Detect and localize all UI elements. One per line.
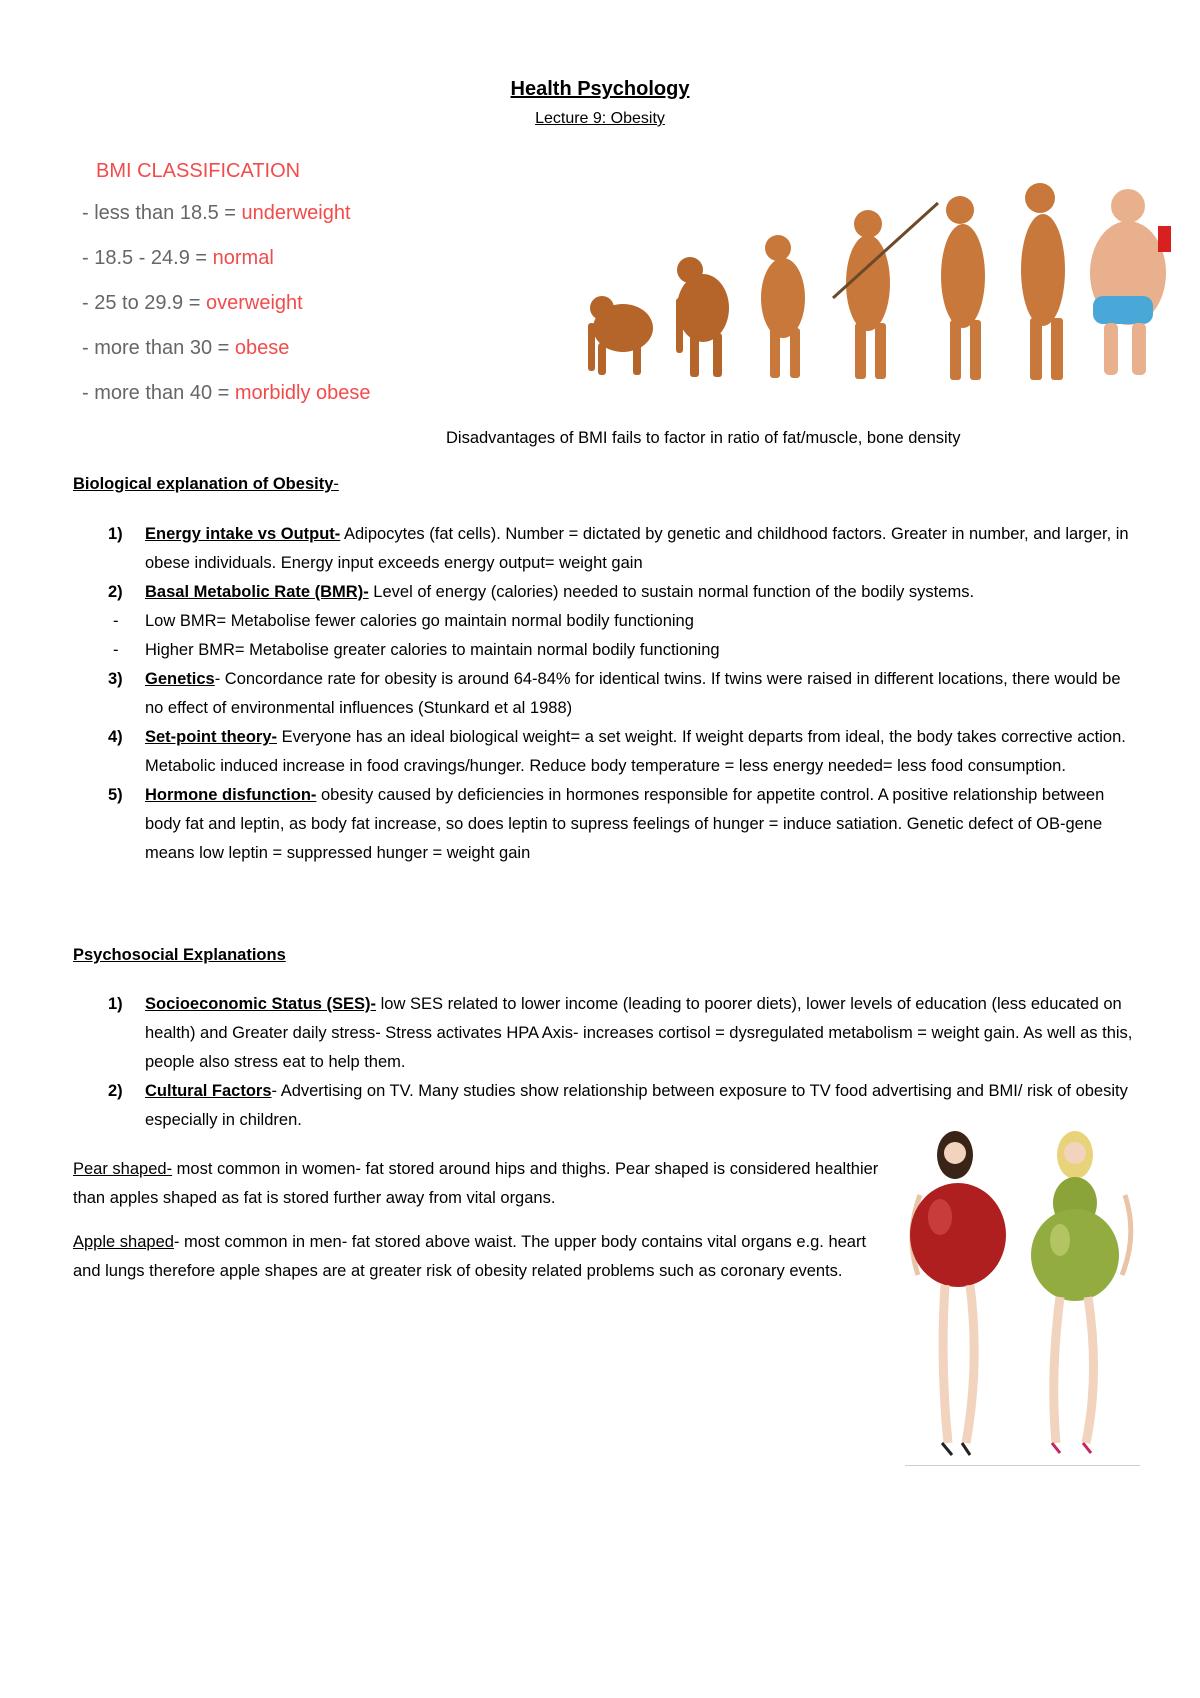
evolution-illustration	[578, 158, 1174, 388]
list-item: 4) Set-point theory- Everyone has an ideal biological weight= a set weight. If weight departs from ideal, the body takes corrective action. Metabolic induced increase in food cravings/hunger. Reduce body temperature = less energy needed= less food consumption.	[108, 728, 1126, 775]
pear-paragraph: Pear shaped- most common in women- fat stored around hips and thighs. Pear shaped is considered healthier than apples shaped as fat is stored further away from vital organs.	[73, 1160, 879, 1207]
list-item: - Higher BMR= Metabolise greater calories to maintain normal bodily functioning	[113, 641, 720, 659]
psychosocial-list	[73, 990, 1133, 1135]
document-title: Health Psychology	[510, 78, 690, 100]
bmi-classification	[82, 160, 371, 426]
list-item: 2) Cultural Factors- Advertising on TV. Many studies show relationship between exposure to TV food advertising and BMI/ risk of obesity especially in children.	[108, 1082, 1128, 1129]
list-item: - Low BMR= Metabolise fewer calories go maintain normal bodily functioning	[113, 612, 694, 630]
document-subtitle: Lecture 9: Obesity	[535, 110, 665, 127]
list-item: 2) Basal Metabolic Rate (BMR)- Level of energy (calories) needed to sustain normal function of the bodily systems.	[108, 583, 975, 601]
biological-heading: Biological explanation of Obesity-	[73, 475, 339, 493]
list-item: 1) Energy intake vs Output- Adipocytes (fat cells). Number = dictated by genetic and childhood factors. Greater in number, and larger, in obese individuals. Energy input exceeds energy output= weight gain	[108, 525, 1129, 572]
biological-list	[73, 520, 1133, 868]
bmi-row: - 18.5 - 24.9 = normal	[82, 247, 274, 269]
apple-pear-illustration	[900, 1125, 1140, 1465]
bmi-row: - 25 to 29.9 = overweight	[82, 292, 303, 314]
figure-divider	[905, 1465, 1140, 1466]
list-item: 5) Hormone disfunction- obesity caused by deficiencies in hormones responsible for appetite control. A positive relationship between body fat and leptin, as body fat increase, so does leptin to supress feelings of hunger = induce satiation. Genetic defect of OB-gene means low leptin = suppressed hunger = weight gain	[108, 786, 1105, 862]
bmi-row: - less than 18.5 = underweight	[82, 202, 351, 224]
apple-paragraph: Apple shaped- most common in men- fat stored above waist. The upper body contains vital organs e.g. heart and lungs therefore apple shapes are at greater risk of obesity related problems such as coronary events.	[73, 1233, 867, 1280]
bmi-heading: BMI CLASSIFICATION	[96, 160, 301, 182]
bmi-disadvantages: Disadvantages of BMI fails to factor in ratio of fat/muscle, bone density	[446, 429, 961, 447]
bmi-row: - more than 30 = obese	[82, 337, 290, 359]
psychosocial-heading: Psychosocial Explanations	[73, 946, 286, 964]
list-item: 1) Socioeconomic Status (SES)- low SES related to lower income (leading to poorer diets), lower levels of education (less educated on health) and Greater daily stress- Stress activates HPA Axis- increases cortisol = dysregulated metabolism = weight gain. As well as this, people also stress eat to help them.	[108, 995, 1133, 1071]
bmi-row: - more than 40 = morbidly obese	[82, 382, 371, 404]
list-item: 3) Genetics- Concordance rate for obesity is around 64-84% for identical twins. If twins were raised in different locations, there would be no effect of environmental influences (Stunkard et al 1988)	[108, 670, 1121, 717]
